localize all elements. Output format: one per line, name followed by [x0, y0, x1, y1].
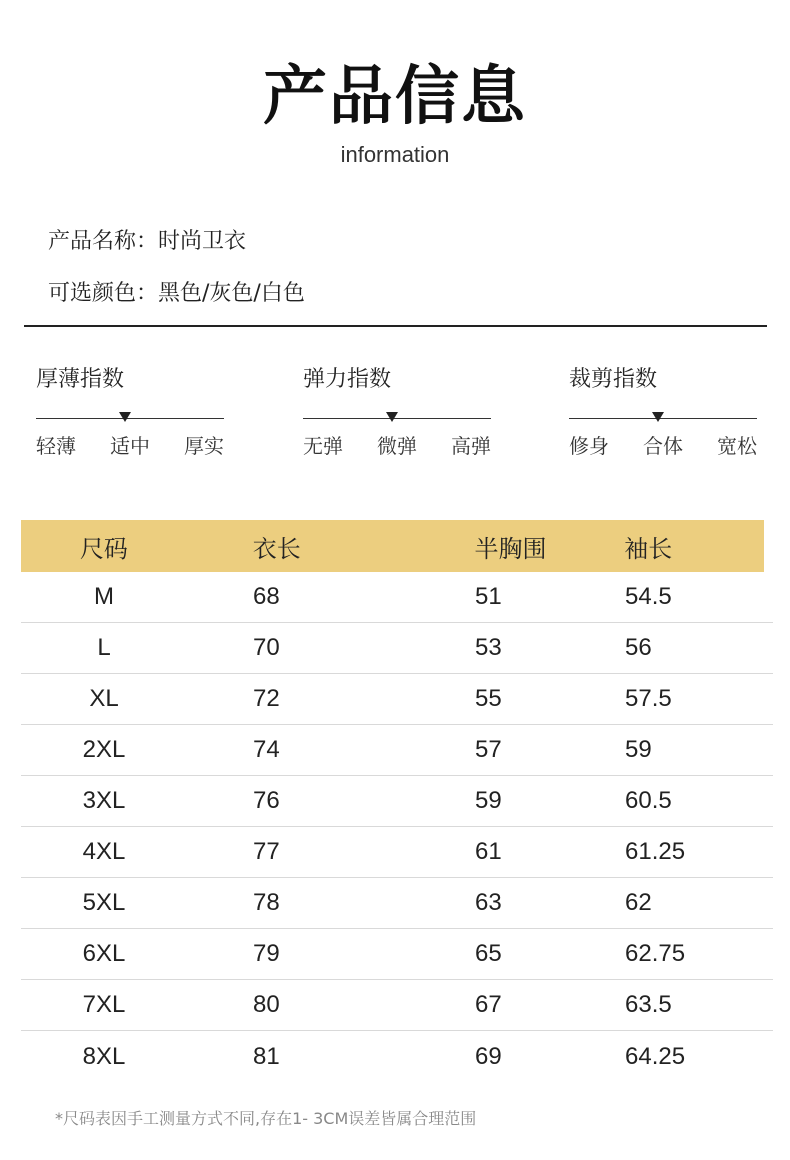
cell-size: M [94, 583, 114, 610]
thickness-label-medium: 适中 [110, 434, 150, 458]
table-row [21, 1031, 773, 1082]
cell-size: 7XL [82, 991, 126, 1018]
thickness-label-thick: 厚实 [184, 434, 224, 458]
product-name-row [48, 224, 246, 255]
fit-index-marker-icon [652, 412, 664, 422]
section-divider [24, 325, 767, 327]
elasticity-label-slight: 微弹 [377, 434, 417, 458]
elasticity-index-title: 弹力指数 [303, 367, 392, 392]
header-length: 衣长 [252, 534, 301, 563]
cell-size: 8XL [82, 1042, 126, 1070]
fit-label-regular: 合体 [643, 434, 683, 458]
elasticity-index [303, 362, 493, 462]
cell-sleeve: 57.5 [625, 685, 672, 712]
cell-sleeve: 62.75 [625, 940, 686, 967]
measurement-footnote: *尺码表因手工测量方式不同,存在1- 3CM误差皆属合理范围 [55, 1109, 477, 1128]
thickness-index-marker-icon [119, 412, 131, 422]
cell-sleeve: 62 [625, 889, 652, 916]
table-row [21, 776, 773, 827]
page-subtitle: information [340, 142, 450, 167]
cell-half-chest: 55 [475, 685, 502, 712]
product-color-value: 黑色/灰色/白色 [158, 281, 305, 306]
fit-index-title: 裁剪指数 [569, 367, 658, 392]
cell-length: 70 [253, 634, 280, 661]
elasticity-label-none: 无弹 [303, 434, 343, 458]
size-table-body [21, 572, 773, 1082]
header-half-chest: 半胸围 [474, 534, 547, 563]
thickness-index [36, 362, 226, 462]
cell-half-chest: 59 [475, 787, 502, 814]
cell-size: 5XL [82, 889, 126, 916]
elasticity-index-marker-icon [386, 412, 398, 422]
cell-half-chest: 63 [475, 889, 502, 916]
product-name-label: 产品名称： [48, 229, 159, 254]
fit-label-loose: 宽松 [717, 434, 757, 458]
cell-half-chest: 51 [475, 583, 502, 610]
header-sleeve: 袖长 [624, 534, 673, 563]
cell-sleeve: 59 [625, 736, 652, 763]
cell-sleeve: 54.5 [625, 583, 672, 610]
elasticity-label-high: 高弹 [451, 434, 491, 458]
size-table-header [21, 520, 764, 572]
cell-size: 4XL [82, 838, 126, 865]
cell-length: 79 [253, 940, 280, 967]
table-row [21, 674, 773, 725]
cell-size: L [97, 634, 111, 661]
product-name-value: 时尚卫衣 [158, 229, 247, 254]
cell-sleeve: 60.5 [625, 787, 672, 814]
cell-length: 78 [253, 889, 280, 916]
cell-size: 6XL [82, 940, 126, 967]
cell-half-chest: 65 [475, 940, 502, 967]
cell-sleeve: 64.25 [625, 1042, 686, 1070]
cell-size: 3XL [82, 787, 126, 814]
cell-half-chest: 57 [475, 736, 502, 763]
table-row [21, 929, 773, 980]
cell-length: 77 [253, 838, 280, 865]
cell-length: 81 [253, 1042, 280, 1070]
cell-length: 74 [253, 736, 280, 763]
cell-size: XL [89, 685, 119, 712]
cell-sleeve: 56 [625, 634, 652, 661]
cell-half-chest: 61 [475, 838, 502, 865]
product-color-row [48, 276, 305, 307]
table-row [21, 980, 773, 1031]
table-row [21, 623, 773, 674]
product-color-label: 可选颜色： [48, 281, 159, 306]
thickness-label-thin: 轻薄 [36, 434, 76, 458]
fit-label-slim: 修身 [569, 434, 609, 458]
cell-sleeve: 63.5 [625, 991, 672, 1018]
page-title: 产品信息 [263, 60, 527, 134]
cell-size: 2XL [82, 736, 126, 763]
table-row [21, 827, 773, 878]
cell-length: 72 [253, 685, 280, 712]
cell-length: 68 [253, 583, 280, 610]
cell-length: 80 [253, 991, 280, 1018]
cell-half-chest: 53 [475, 634, 502, 661]
cell-length: 76 [253, 787, 280, 814]
fit-index [569, 362, 759, 462]
table-row [21, 572, 773, 623]
size-table [21, 520, 773, 1082]
table-row [21, 725, 773, 776]
thickness-index-title: 厚薄指数 [36, 367, 125, 392]
cell-sleeve: 61.25 [625, 838, 686, 865]
table-row [21, 878, 773, 929]
cell-half-chest: 67 [475, 991, 502, 1018]
cell-half-chest: 69 [475, 1042, 502, 1070]
header-size: 尺码 [79, 534, 128, 563]
